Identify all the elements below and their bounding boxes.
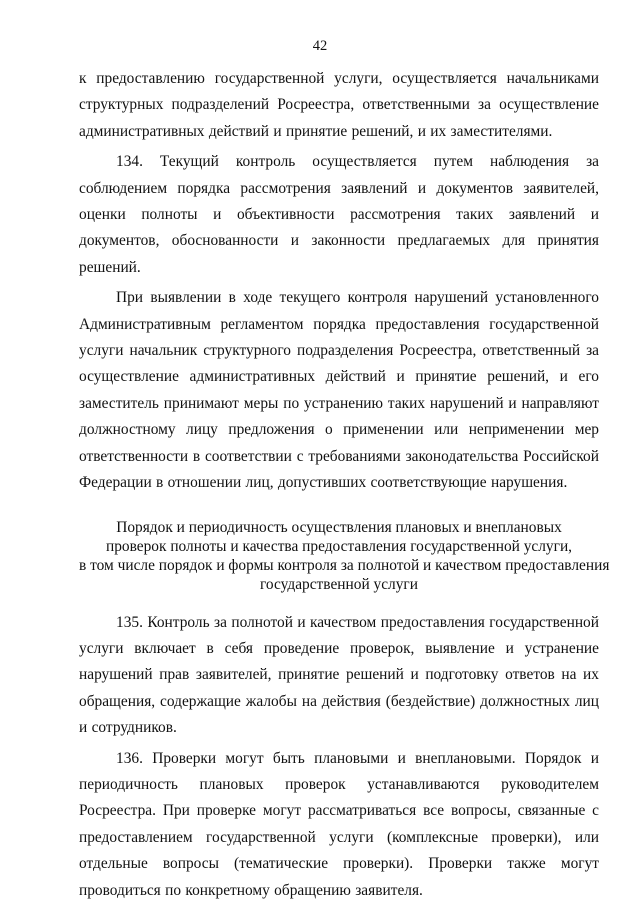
paragraph-134: 134. Текущий контроль осуществляется путем наблюдения за соблюдением порядка рассмотрения заявлений и документов заявителей, оценки полноты и объективности рассмотрения таких заявлений и документов, обоснованности и законности предлагаемых для принятия решений. [79, 153, 599, 276]
paragraph-violations: При выявлении в ходе текущего контроля нарушений установленного Административным регламентом порядка предоставления государственной услуги начальник структурного подразделения Росреестра, ответственный за осуществление административных действий и принятие решений, и его заместитель принимают меры по устранению таких нарушений и направляют должностному лицу предложения о применении или неприменении мер ответственности в соответствии с требованиями законодательства Российской Федерации в отношении лиц, допустивших соответствующие нарушения. [79, 289, 599, 492]
paragraph-136: 136. Проверки могут быть плановыми и внеплановыми. Порядок и периодичность плановых проверок устанавливаются руководителем Росреестра. При проверке могут рассматриваться все вопросы, связанные с предоставлением государственной услуги (комплексные проверки), или отдельные вопросы (тематические проверки). Проверки также могут проводиться по конкретному обращению заявителя. [79, 749, 599, 899]
page-number: 42 [312, 38, 328, 54]
paragraph-continuation: к предоставлению государственной услуги, осуществляется начальниками структурных подразделений Росреестра, ответственными за осуществление административных действий и принятие решений, и их заместителями. [79, 70, 599, 140]
section-heading [79, 518, 610, 594]
section-heading-line: проверок полноты и качества предоставления государственной услуги, [105, 537, 573, 555]
section-heading-line: Порядок и периодичность осуществления плановых и внеплановых [116, 518, 562, 536]
paragraph-135: 135. Контроль за полнотой и качеством предоставления государственной услуги включает в себя проведение проверок, выявление и устранение нарушений прав заявителей, принятие решений и подготовку ответов на их обращения, содержащие жалобы на действия (бездействие) должностных лиц и сотрудников. [79, 613, 599, 737]
section-heading-line: государственной услуги [260, 575, 418, 593]
section-heading-line: в том числе порядок и формы контроля за полнотой и качеством предоставления [79, 556, 610, 574]
document-body [79, 66, 610, 904]
